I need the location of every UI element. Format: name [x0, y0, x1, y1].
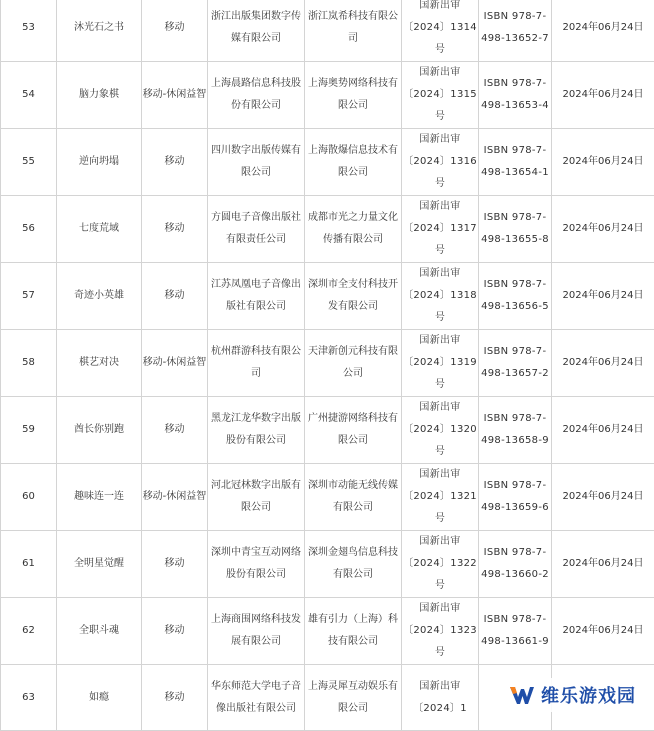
- operator-name-cell: 深圳市全支付科技开发有限公司: [305, 263, 402, 330]
- table-row: [1, 129, 654, 196]
- publisher-name-cell: 江苏凤凰电子音像出版社有限公司: [208, 263, 305, 330]
- game-name-cell: 脑力象棋: [57, 62, 142, 129]
- publisher-name-cell: 上海商围网络科技发展有限公司: [208, 598, 305, 665]
- row-number-cell: 59: [1, 397, 57, 464]
- table-row: [1, 196, 654, 263]
- approval-number-cell: 国新出审〔2024〕1321号: [402, 464, 479, 531]
- isbn-cell: ISBN 978-7-498-13654-1: [479, 129, 552, 196]
- row-number-cell: 55: [1, 129, 57, 196]
- row-number-cell: 54: [1, 62, 57, 129]
- row-number-cell: 58: [1, 330, 57, 397]
- isbn-cell: ISBN 978-7-498-13661-9: [479, 598, 552, 665]
- game-name-cell: 全明星觉醒: [57, 531, 142, 598]
- publisher-name-cell: 华东师范大学电子音像出版社有限公司: [208, 665, 305, 731]
- row-number-cell: 61: [1, 531, 57, 598]
- publisher-name-cell: 四川数字出版传媒有限公司: [208, 129, 305, 196]
- publisher-name-cell: 河北冠林数字出版有限公司: [208, 464, 305, 531]
- isbn-cell: ISBN 978-7-498-13658-9: [479, 397, 552, 464]
- table-row: [1, 0, 654, 62]
- publisher-name-cell: 黑龙江龙华数字出版股份有限公司: [208, 397, 305, 464]
- approval-date-cell: 2024年06月24日: [552, 330, 654, 397]
- publisher-name-cell: 上海晨路信息科技股份有限公司: [208, 62, 305, 129]
- operator-name-cell: 上海奥势网络科技有限公司: [305, 62, 402, 129]
- game-category-cell: 移动: [142, 531, 208, 598]
- table-row: [1, 263, 654, 330]
- game-name-cell: 趣味连一连: [57, 464, 142, 531]
- game-name-cell: 沐光石之书: [57, 0, 142, 62]
- approval-number-cell: 国新出审〔2024〕1314号: [402, 0, 479, 62]
- game-category-cell: 移动-休闲益智: [142, 464, 208, 531]
- isbn-cell: ISBN 978-7-498-13660-2: [479, 531, 552, 598]
- isbn-cell: ISBN 978-7-498-13657-2: [479, 330, 552, 397]
- approval-number-cell: 国新出审〔2024〕1316号: [402, 129, 479, 196]
- approval-number-cell: 国新出审〔2024〕1: [402, 665, 479, 731]
- site-watermark: [503, 678, 644, 712]
- table-row: [1, 330, 654, 397]
- game-category-cell: 移动: [142, 598, 208, 665]
- game-name-cell: 酋长你别跑: [57, 397, 142, 464]
- game-category-cell: 移动: [142, 263, 208, 330]
- publisher-name-cell: 方圆电子音像出版社有限责任公司: [208, 196, 305, 263]
- w-logo-icon: [509, 684, 535, 706]
- operator-name-cell: 雄有引力（上海）科技有限公司: [305, 598, 402, 665]
- game-name-cell: 如瘾: [57, 665, 142, 731]
- approval-date-cell: 2024年06月24日: [552, 263, 654, 330]
- approval-date-cell: 2024年06月24日: [552, 531, 654, 598]
- approval-number-cell: 国新出审〔2024〕1315号: [402, 62, 479, 129]
- game-name-cell: 棋艺对决: [57, 330, 142, 397]
- game-category-cell: 移动: [142, 196, 208, 263]
- table-row: [1, 531, 654, 598]
- row-number-cell: 53: [1, 0, 57, 62]
- row-number-cell: 60: [1, 464, 57, 531]
- approval-date-cell: 2024年06月24日: [552, 397, 654, 464]
- isbn-cell: ISBN 978-7-498-13655-8: [479, 196, 552, 263]
- game-name-cell: 逆向坍塌: [57, 129, 142, 196]
- approval-number-cell: 国新出审〔2024〕1323号: [402, 598, 479, 665]
- table-row: [1, 598, 654, 665]
- approval-number-cell: 国新出审〔2024〕1319号: [402, 330, 479, 397]
- game-category-cell: 移动: [142, 665, 208, 731]
- operator-name-cell: 成都市光之力量文化传播有限公司: [305, 196, 402, 263]
- operator-name-cell: 广州捷游网络科技有限公司: [305, 397, 402, 464]
- approval-date-cell: 2024年06月24日: [552, 196, 654, 263]
- game-category-cell: 移动-休闲益智: [142, 62, 208, 129]
- approval-date-cell: 2024年06月24日: [552, 464, 654, 531]
- row-number-cell: 56: [1, 196, 57, 263]
- isbn-cell: ISBN 978-7-498-13653-4: [479, 62, 552, 129]
- operator-name-cell: 上海灵犀互动娱乐有限公司: [305, 665, 402, 731]
- watermark-text: 维乐游戏园: [541, 682, 636, 708]
- game-category-cell: 移动: [142, 397, 208, 464]
- game-name-cell: 七度荒域: [57, 196, 142, 263]
- approval-number-cell: 国新出审〔2024〕1317号: [402, 196, 479, 263]
- approval-date-cell: 2024年06月24日: [552, 129, 654, 196]
- game-name-cell: 奇迹小英雄: [57, 263, 142, 330]
- table-row: [1, 397, 654, 464]
- publisher-name-cell: 深圳中青宝互动网络股份有限公司: [208, 531, 305, 598]
- row-number-cell: 62: [1, 598, 57, 665]
- game-category-cell: 移动: [142, 0, 208, 62]
- row-number-cell: 63: [1, 665, 57, 731]
- approval-date-cell: 2024年06月24日: [552, 62, 654, 129]
- game-category-cell: 移动-休闲益智: [142, 330, 208, 397]
- isbn-cell: ISBN 978-7-498-13656-5: [479, 263, 552, 330]
- operator-name-cell: 浙江岚希科技有限公司: [305, 0, 402, 62]
- row-number-cell: 57: [1, 263, 57, 330]
- game-category-cell: 移动: [142, 129, 208, 196]
- operator-name-cell: 深圳市动能无线传媒有限公司: [305, 464, 402, 531]
- game-name-cell: 全职斗魂: [57, 598, 142, 665]
- operator-name-cell: 上海散爆信息技术有限公司: [305, 129, 402, 196]
- operator-name-cell: 天津新创元科技有限公司: [305, 330, 402, 397]
- isbn-cell: ISBN 978-7-498-13659-6: [479, 464, 552, 531]
- approval-number-cell: 国新出审〔2024〕1320号: [402, 397, 479, 464]
- approval-number-cell: 国新出审〔2024〕1318号: [402, 263, 479, 330]
- operator-name-cell: 深圳金翅鸟信息科技有限公司: [305, 531, 402, 598]
- publisher-name-cell: 浙江出版集团数字传媒有限公司: [208, 0, 305, 62]
- approval-date-cell: 2024年06月24日: [552, 0, 654, 62]
- approval-number-cell: 国新出审〔2024〕1322号: [402, 531, 479, 598]
- table-row: [1, 464, 654, 531]
- publisher-name-cell: 杭州群游科技有限公司: [208, 330, 305, 397]
- table-row: [1, 62, 654, 129]
- approval-date-cell: 2024年06月24日: [552, 598, 654, 665]
- isbn-cell: ISBN 978-7-498-13652-7: [479, 0, 552, 62]
